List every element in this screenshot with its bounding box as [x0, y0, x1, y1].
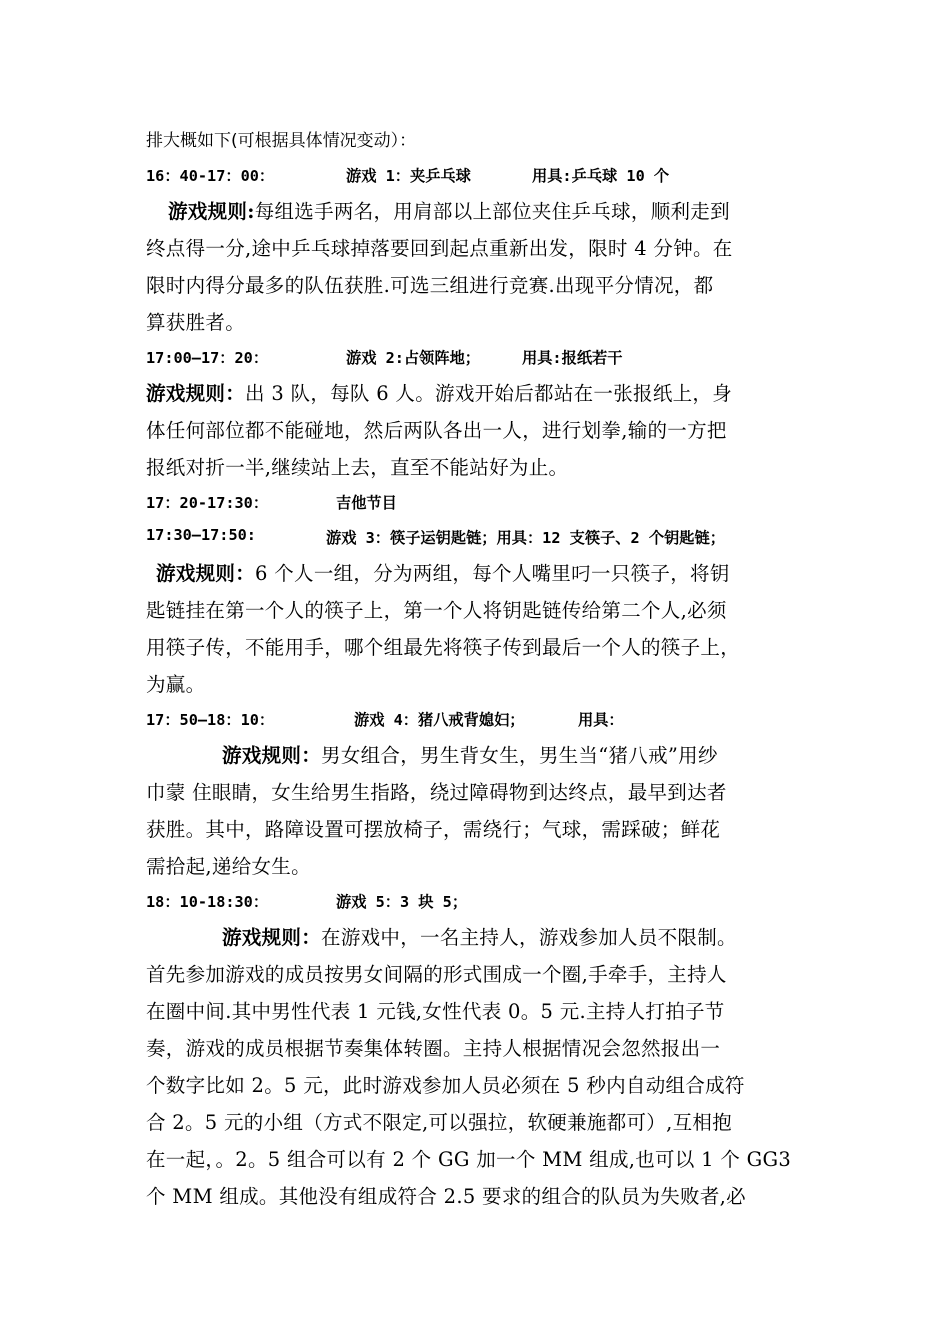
game5-rule-line-7: 在一起，。2。5 组合可以有 2 个 GG 加一个 MM 组成,也可以 1 个 GG3	[146, 1148, 792, 1171]
game1-tools: 用具:乒乓球 10 个	[532, 167, 670, 185]
game5-rule-line-4: 奏，游戏的成员根据节奏集体转圈。主持人根据情况会忽然报出一	[146, 1037, 721, 1060]
game3-rule-line-4: 为赢。	[146, 673, 206, 696]
game5-rule-line-2: 首先参加游戏的成员按男女间隔的形式围成一个圈,手牵手，主持人	[146, 963, 727, 986]
game2-rule-label: 游戏规则：	[146, 382, 246, 405]
game2-rule-line-1: 游戏规则：出 3 队，每队 6 人。游戏开始后都站在一张报纸上，身	[146, 382, 733, 405]
game3-title: 游戏 3：筷子运钥匙链；用具：12 支筷子、2 个钥匙链；	[326, 529, 725, 547]
game3-rule-label: 游戏规则：	[156, 562, 256, 585]
game2-rule-line-3: 报纸对折一半,继续站上去，直至不能站好为止。	[146, 456, 569, 479]
game1-rule-line-2: 终点得一分,途中乒乓球掉落要回到起点重新出发，限时 4 分钟。在	[146, 237, 733, 260]
program-schedule	[146, 491, 846, 513]
game3-rule-line-2: 匙链挂在第一个人的筷子上，第一个人将钥匙链传给第二个人,必须	[146, 599, 727, 622]
game2-schedule	[146, 346, 846, 368]
game4-rule-label: 游戏规则：	[222, 744, 322, 767]
game5-schedule	[146, 890, 846, 912]
program-title: 吉他节目	[336, 494, 397, 512]
game5-rule-line-8: 个 MM 组成。其他没有组成符合 2.5 要求的组合的队员为失败者,必	[146, 1185, 746, 1208]
game4-title: 游戏 4：猪八戒背媳妇；	[354, 711, 525, 729]
game4-rule-line-2: 巾蒙 住眼睛，女生给男生指路，绕过障碍物到达终点，最早到达者	[146, 781, 727, 804]
game2-title: 游戏 2:占领阵地；	[346, 349, 481, 367]
game5-rule-line-5: 个数字比如 2。5 元，此时游戏参加人员必须在 5 秒内自动组合成符	[146, 1074, 745, 1097]
game1-rule-label: 游戏规则:	[168, 200, 255, 223]
game1-rule-line-1: 游戏规则:每组选手两名，用肩部以上部位夹住乒乓球，顺利走到	[168, 200, 730, 223]
game5-rule-line-6: 合 2。5 元的小组（方式不限定,可以强拉，软硬兼施都可）,互相抱	[146, 1111, 733, 1134]
game4-rule-line-1: 游戏规则：男女组合，男生背女生，男生当“猪八戒”用纱	[222, 744, 718, 767]
game3-rule-line-3: 用筷子传，不能用手，哪个组最先将筷子传到最后一个人的筷子上，	[146, 636, 741, 659]
game2-tools: 用具:报纸若干	[522, 349, 623, 367]
game1-time: 16：40-17：00：	[146, 167, 275, 185]
intro-text: 排大概如下(可根据具体情况变动）：	[146, 131, 417, 151]
game3-schedule	[146, 526, 846, 548]
game4-schedule	[146, 708, 846, 730]
game5-time: 18：10-18:30：	[146, 893, 269, 911]
game4-rule-line-4: 需拾起,递给女生。	[146, 855, 311, 878]
game4-rule-line-3: 获胜。其中，路障设置可摆放椅子，需绕行；气球，需踩破；鲜花	[146, 818, 721, 841]
game4-time: 17：50—18：10：	[146, 711, 275, 729]
game5-rule-line-3: 在圈中间.其中男性代表 1 元钱,女性代表 0。5 元.主持人打拍子节	[146, 1000, 725, 1023]
game4-tools: 用具：	[578, 711, 624, 729]
game5-rule-label: 游戏规则：	[222, 926, 322, 949]
game2-rule-line-2: 体任何部位都不能碰地，然后两队各出一人，进行划拳,输的一方把	[146, 419, 727, 442]
game1-schedule	[146, 164, 846, 186]
game1-rule-line-3: 限时内得分最多的队伍获胜.可选三组进行竞赛.出现平分情况，都	[146, 274, 714, 297]
game3-rule-line-1: 游戏规则：6 个人一组，分为两组，每个人嘴里叼一只筷子，将钥	[156, 562, 730, 585]
game5-rule-line-1: 游戏规则：在游戏中，一名主持人，游戏参加人员不限制。	[222, 926, 737, 949]
game1-title: 游戏 1：夹乒乓球	[346, 167, 471, 185]
game2-time: 17:00—17：20：	[146, 349, 269, 367]
game1-rule-line-4: 算获胜者。	[146, 311, 246, 334]
game3-time: 17:30—17:50:	[146, 526, 256, 544]
program-time: 17：20-17:30：	[146, 494, 269, 512]
game5-title: 游戏 5：3 块 5；	[336, 893, 468, 911]
